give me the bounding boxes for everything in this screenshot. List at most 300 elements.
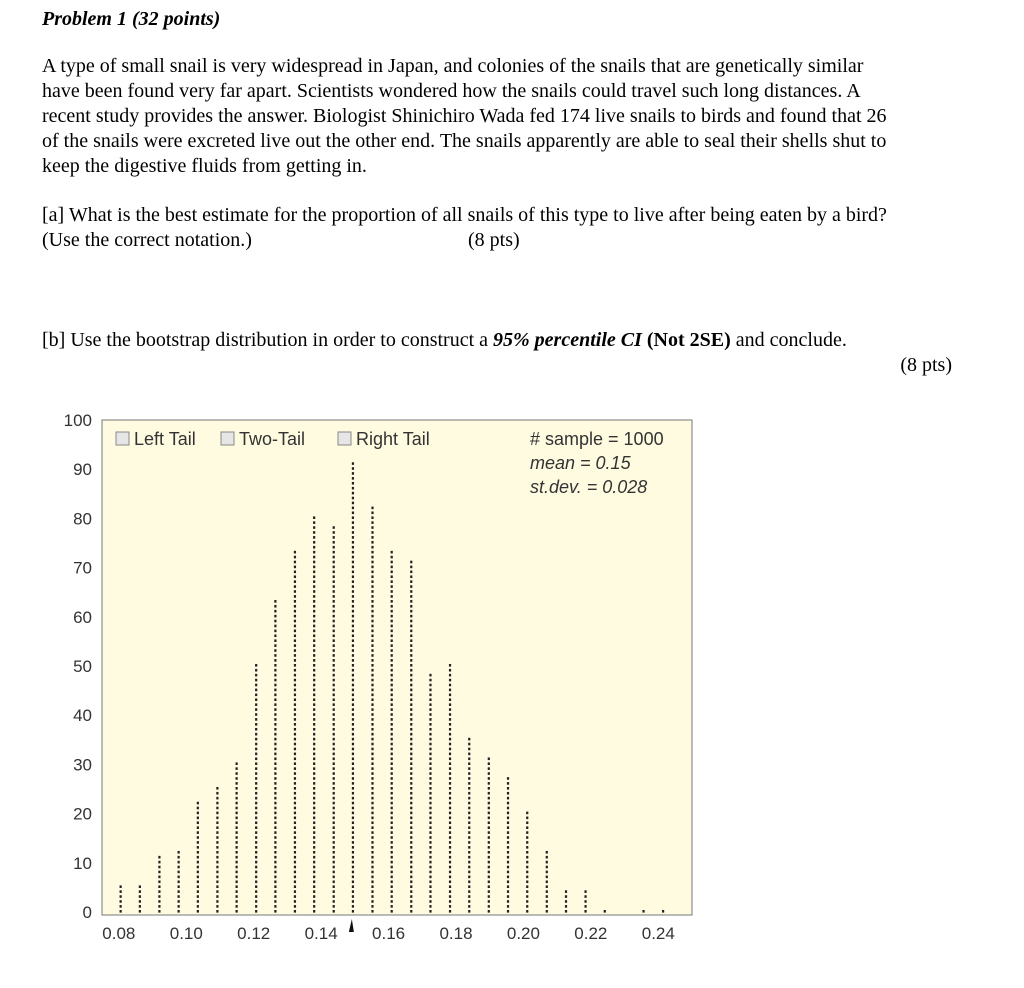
dot: [333, 807, 335, 810]
dot: [449, 817, 451, 820]
question-b-emphasis: 95% percentile CI: [493, 329, 642, 351]
dot: [410, 566, 412, 569]
dot: [449, 748, 451, 751]
dot: [391, 831, 393, 834]
dot: [449, 900, 451, 903]
dot: [255, 802, 257, 805]
dot: [274, 821, 276, 824]
dot: [352, 797, 354, 800]
dot: [371, 733, 373, 736]
dot: [352, 674, 354, 677]
x-tick-label: 0.14: [304, 924, 338, 943]
dot: [333, 708, 335, 711]
dot: [352, 748, 354, 751]
dot: [352, 738, 354, 741]
dot: [236, 762, 238, 765]
dot: [236, 905, 238, 908]
dot: [371, 575, 373, 578]
stdev-value: st.dev. = 0.028: [530, 477, 648, 497]
dot: [449, 846, 451, 849]
dot: [236, 821, 238, 824]
dot: [352, 817, 354, 820]
dot: [313, 546, 315, 549]
dot: [333, 890, 335, 893]
dot: [294, 723, 296, 726]
dot: [449, 698, 451, 701]
dot: [429, 767, 431, 770]
dot: [507, 812, 509, 815]
y-tick-label: 0: [82, 903, 92, 922]
dot: [333, 728, 335, 731]
dot: [352, 615, 354, 618]
dot: [429, 777, 431, 780]
dot: [429, 812, 431, 815]
dot: [391, 615, 393, 618]
dot: [197, 846, 199, 849]
dot: [352, 669, 354, 672]
dot: [371, 649, 373, 652]
dot: [274, 698, 276, 701]
dot: [429, 787, 431, 790]
dot: [371, 753, 373, 756]
dot: [371, 659, 373, 662]
dot: [371, 797, 373, 800]
dot: [391, 880, 393, 883]
dot: [410, 723, 412, 726]
dot: [274, 659, 276, 662]
dot: [236, 880, 238, 883]
dot: [294, 674, 296, 677]
dot: [178, 910, 180, 913]
dot: [371, 561, 373, 564]
dot: [236, 885, 238, 888]
dot: [391, 876, 393, 879]
dot: [274, 866, 276, 869]
dot: [255, 753, 257, 756]
dot: [274, 610, 276, 613]
dot: [158, 895, 160, 898]
dot: [449, 890, 451, 893]
dot: [352, 477, 354, 480]
dot: [488, 797, 490, 800]
dot: [274, 743, 276, 746]
dot: [488, 782, 490, 785]
dot: [410, 743, 412, 746]
dot: [255, 733, 257, 736]
dot: [333, 713, 335, 716]
dot: [526, 876, 528, 879]
dot: [294, 600, 296, 603]
dot: [468, 817, 470, 820]
dot: [352, 836, 354, 839]
dot: [507, 890, 509, 893]
dot: [313, 841, 315, 844]
dot: [410, 575, 412, 578]
dot: [352, 831, 354, 834]
dot: [236, 876, 238, 879]
dot: [274, 753, 276, 756]
dot: [294, 659, 296, 662]
dot: [410, 856, 412, 859]
right-tail-checkbox[interactable]: [338, 432, 351, 445]
dot: [352, 861, 354, 864]
dot: [391, 738, 393, 741]
dot: [468, 792, 470, 795]
dot: [352, 753, 354, 756]
dot: [333, 531, 335, 534]
y-tick-label: 40: [73, 706, 92, 726]
dot: [333, 679, 335, 682]
dot: [333, 826, 335, 829]
dot: [410, 826, 412, 829]
dot: [429, 689, 431, 692]
dot: [158, 890, 160, 893]
dot: [488, 856, 490, 859]
y-tick-label: 90: [73, 460, 92, 480]
right-tail-label: Right Tail: [356, 429, 430, 449]
dot: [178, 900, 180, 903]
dot: [429, 723, 431, 726]
dot: [429, 782, 431, 785]
dot: [313, 708, 315, 711]
dot: [294, 905, 296, 908]
dot: [236, 812, 238, 815]
dot: [410, 664, 412, 667]
problem-intro: [42, 54, 982, 179]
dot: [468, 772, 470, 775]
dot-column: [662, 910, 664, 913]
dot: [294, 639, 296, 642]
dot: [371, 831, 373, 834]
dot: [352, 733, 354, 736]
dot: [313, 762, 315, 765]
dot: [468, 856, 470, 859]
dot: [197, 905, 199, 908]
dot: [526, 880, 528, 883]
dot: [391, 684, 393, 687]
dot: [391, 826, 393, 829]
dot: [158, 900, 160, 903]
dot: [274, 718, 276, 721]
dot: [294, 762, 296, 765]
dot: [410, 674, 412, 677]
dot: [488, 831, 490, 834]
dot: [197, 817, 199, 820]
dot: [236, 807, 238, 810]
dot: [313, 625, 315, 628]
y-tick-label: 50: [73, 657, 92, 676]
dot: [507, 797, 509, 800]
dot: [507, 910, 509, 913]
dot: [313, 817, 315, 820]
dot: [371, 841, 373, 844]
dot: [410, 748, 412, 751]
dot: [352, 551, 354, 554]
dot: [546, 900, 548, 903]
dot: [468, 846, 470, 849]
dot: [333, 910, 335, 913]
x-axis-ticks: [102, 924, 675, 943]
dot: [391, 733, 393, 736]
dot: [313, 821, 315, 824]
dot: [391, 630, 393, 633]
dot: [274, 639, 276, 642]
sample-count: # sample = 1000: [530, 429, 664, 449]
dot: [313, 551, 315, 554]
dot: [255, 880, 257, 883]
dot: [546, 871, 548, 874]
dot: [371, 856, 373, 859]
dot: [488, 772, 490, 775]
dot: [507, 787, 509, 790]
dot: [236, 841, 238, 844]
dot: [449, 669, 451, 672]
dot: [197, 895, 199, 898]
dot: [333, 762, 335, 765]
dot: [507, 885, 509, 888]
dot: [236, 831, 238, 834]
dot: [468, 767, 470, 770]
dot: [313, 536, 315, 539]
y-tick-label: 10: [73, 853, 92, 873]
dot: [391, 821, 393, 824]
dot-column: [642, 910, 644, 913]
dot: [255, 846, 257, 849]
dot: [333, 561, 335, 564]
question-b: [42, 328, 982, 376]
dot: [294, 792, 296, 795]
dot: [294, 718, 296, 721]
dot: [178, 876, 180, 879]
y-axis-ticks: [64, 411, 92, 922]
dot: [352, 521, 354, 524]
dot: [371, 890, 373, 893]
dot: [352, 713, 354, 716]
dot: [333, 866, 335, 869]
dot: [294, 630, 296, 633]
dot: [449, 876, 451, 879]
dot: [410, 831, 412, 834]
dot: [371, 595, 373, 598]
dot: [352, 841, 354, 844]
dot: [294, 871, 296, 874]
dot: [488, 787, 490, 790]
dot: [391, 812, 393, 815]
dot: [391, 566, 393, 569]
dot: [313, 595, 315, 598]
x-tick-label: 0.18: [439, 924, 473, 943]
dot: [274, 861, 276, 864]
dot: [139, 895, 141, 898]
dot: [197, 861, 199, 864]
dot: [178, 890, 180, 893]
dot: [333, 630, 335, 633]
dot: [391, 634, 393, 637]
mean-marker: [349, 919, 354, 932]
dot: [507, 826, 509, 829]
dot: [313, 571, 315, 574]
left-tail-checkbox[interactable]: [116, 432, 129, 445]
dot: [197, 802, 199, 805]
dot: [294, 694, 296, 697]
question-b-points: (8 pts): [900, 354, 952, 376]
dot: [391, 571, 393, 574]
dot: [449, 718, 451, 721]
dot: [410, 772, 412, 775]
dot: [294, 585, 296, 588]
dot: [371, 531, 373, 534]
dot: [255, 895, 257, 898]
dot: [255, 890, 257, 893]
dot: [294, 708, 296, 711]
dot: [313, 836, 315, 839]
dot: [429, 851, 431, 854]
dot: [391, 669, 393, 672]
dot: [352, 664, 354, 667]
dot: [274, 826, 276, 829]
dot: [352, 649, 354, 652]
dot: [352, 580, 354, 583]
dot: [371, 772, 373, 775]
dot: [255, 777, 257, 780]
dot: [371, 782, 373, 785]
dot: [371, 684, 373, 687]
dot: [449, 802, 451, 805]
dot: [604, 910, 606, 913]
dot: [468, 871, 470, 874]
dot: [352, 703, 354, 706]
dot: [274, 762, 276, 765]
dot: [526, 871, 528, 874]
dot: [371, 694, 373, 697]
question-a-points: (8 pts): [468, 229, 520, 251]
dot: [371, 634, 373, 637]
dot: [294, 802, 296, 805]
dot: [488, 802, 490, 805]
dot: [313, 674, 315, 677]
tail-legend: [116, 429, 430, 449]
dot: [333, 757, 335, 760]
dot: [371, 526, 373, 529]
dot: [371, 876, 373, 879]
dot: [410, 841, 412, 844]
dot: [488, 861, 490, 864]
dot: [313, 531, 315, 534]
dot: [391, 856, 393, 859]
dot: [429, 880, 431, 883]
dot: [352, 566, 354, 569]
dot: [391, 851, 393, 854]
dot: [449, 757, 451, 760]
dot: [313, 767, 315, 770]
dot: [371, 600, 373, 603]
dot: [410, 580, 412, 583]
dot: [352, 507, 354, 510]
dot: [313, 684, 315, 687]
dot: [488, 890, 490, 893]
dot: [391, 861, 393, 864]
dot: [352, 659, 354, 662]
dot: [294, 772, 296, 775]
dot: [274, 841, 276, 844]
dot: [391, 807, 393, 810]
dot: [410, 703, 412, 706]
dot: [488, 767, 490, 770]
dot: [333, 880, 335, 883]
dot: [178, 871, 180, 874]
dot: [294, 625, 296, 628]
dot: [139, 885, 141, 888]
dot: [313, 772, 315, 775]
dot: [449, 866, 451, 869]
dot: [546, 851, 548, 854]
dot: [352, 585, 354, 588]
dot: [333, 694, 335, 697]
dot: [410, 689, 412, 692]
dot: [488, 777, 490, 780]
dot: [333, 841, 335, 844]
dot: [429, 826, 431, 829]
dot: [410, 817, 412, 820]
dot: [546, 876, 548, 879]
dot: [352, 492, 354, 495]
dot: [178, 856, 180, 859]
dot: [313, 649, 315, 652]
two-tail-checkbox[interactable]: [221, 432, 234, 445]
dot: [526, 846, 528, 849]
dot: [507, 900, 509, 903]
dot: [255, 708, 257, 711]
dot: [371, 757, 373, 760]
dot: [507, 841, 509, 844]
dot: [429, 743, 431, 746]
dot: [120, 900, 122, 903]
dot: [352, 767, 354, 770]
dot: [313, 585, 315, 588]
dot: [274, 708, 276, 711]
dot: [449, 753, 451, 756]
dot: [352, 708, 354, 711]
dot: [449, 728, 451, 731]
y-tick-label: 30: [73, 755, 92, 775]
dot: [352, 536, 354, 539]
dot: [255, 767, 257, 770]
dot: [313, 679, 315, 682]
dot: [352, 679, 354, 682]
bootstrap-dotplot: [40, 400, 720, 960]
dot: [294, 571, 296, 574]
dot: [197, 836, 199, 839]
dot: [526, 885, 528, 888]
dot: [333, 817, 335, 820]
dot: [410, 753, 412, 756]
dot: [507, 807, 509, 810]
dot: [468, 777, 470, 780]
dot: [410, 900, 412, 903]
dot: [410, 728, 412, 731]
dot: [391, 895, 393, 898]
dot: [468, 748, 470, 751]
dot: [410, 669, 412, 672]
two-tail-label: Two-Tail: [239, 429, 306, 449]
dot: [294, 767, 296, 770]
dot: [488, 885, 490, 888]
dot: [352, 723, 354, 726]
dot: [526, 812, 528, 815]
dot: [274, 723, 276, 726]
dot: [546, 861, 548, 864]
dot: [391, 556, 393, 559]
